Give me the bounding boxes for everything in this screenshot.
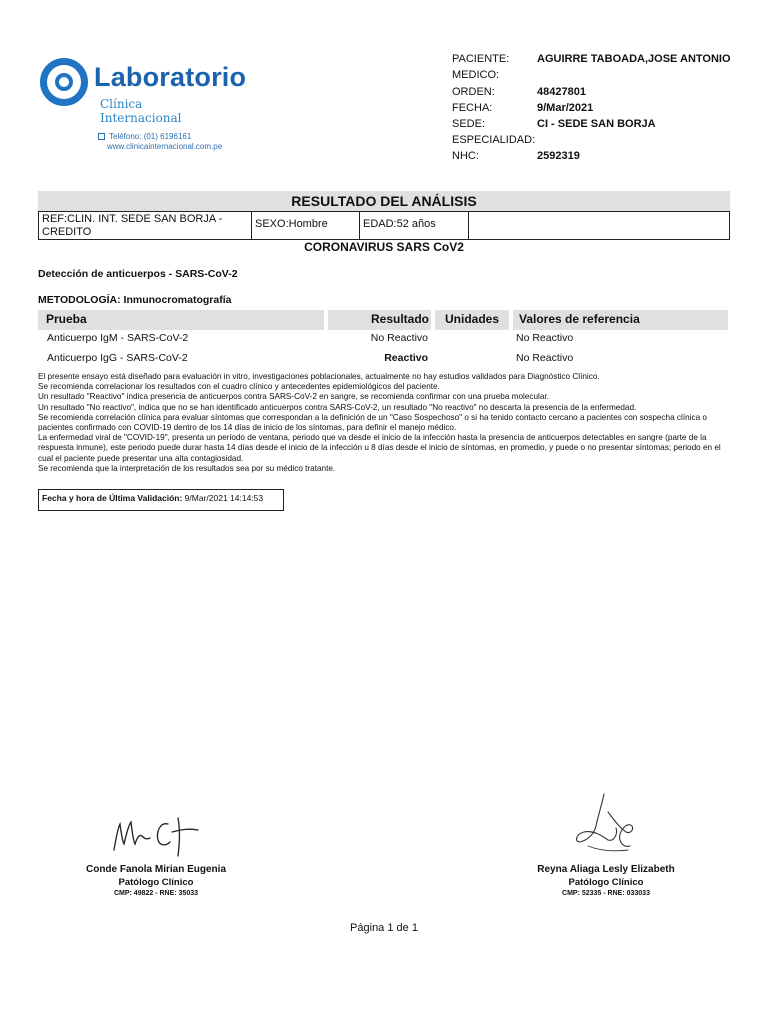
especialidad-label: ESPECIALIDAD: (452, 134, 536, 146)
orden-label: ORDEN: (452, 86, 495, 98)
signature-1-cmp: CMP: 49822 - RNE: 35033 (113, 890, 199, 897)
logo-phone-row (98, 132, 191, 141)
ref-cell: REF:CLIN. INT. SEDE SAN BORJA - CREDITO (39, 212, 252, 239)
note-line: Un resultado "No reactivo", indica que no se han identificado anticuerpos contra SARS-CoV-2, un resultado "No reactivo" no descarta la presencia de la enfermedad. (38, 402, 637, 412)
note-line: Se recomienda correlación clínica para evaluar síntomas que correspondan a la definición de un "Caso Sospechoso" o si ha tenido contacto cercano a pacientes con sospecha clínica o pacientes confirmado con COVID-19 dentro de los 14 días de inicio de los síntomas, para definir el manejo médico. (38, 412, 707, 433)
paciente-value: AGUIRRE TABOADA,JOSE ANTONIO (537, 53, 731, 65)
row-prueba: Anticuerpo IgG - SARS-CoV-2 (47, 352, 188, 364)
note-line: Se recomienda correlacionar los resultados con el cuadro clínico y antecedentes epidemiológicos del paciente. (38, 382, 440, 392)
signature-2-role: Patólogo Clínico (568, 877, 644, 888)
page-number: Página 1 de 1 (350, 922, 418, 934)
row-resultado: No Reactivo (370, 332, 428, 344)
header-unidades: Unidades (435, 310, 509, 330)
validation-label: Fecha y hora de Última Validación: (42, 493, 183, 503)
sede-value: CI - SEDE SAN BORJA (537, 118, 656, 130)
test-group-title: Detección de anticuerpos - SARS-CoV-2 (38, 268, 238, 280)
result-title: RESULTADO DEL ANÁLISIS (38, 191, 730, 211)
row-valores: No Reactivo (516, 332, 574, 344)
table-row (38, 332, 728, 346)
validation-value: 9/Mar/2021 14:14:53 (184, 493, 264, 503)
header-valores: Valores de referencia (513, 310, 728, 330)
table-row (38, 352, 728, 366)
header-resultado: Resultado (328, 310, 431, 330)
patient-ref-row (38, 211, 730, 240)
signature-2-cmp: CMP: 52335 - RNE: 033033 (562, 890, 650, 897)
logo-brand: Laboratorio (94, 62, 247, 92)
fecha-value: 9/Mar/2021 (537, 102, 594, 114)
section-title: CORONAVIRUS SARS CoV2 (304, 240, 464, 254)
fecha-label: FECHA: (452, 102, 493, 114)
header-prueba: Prueba (38, 310, 324, 330)
phone-icon (98, 133, 105, 140)
logo-ring-icon (40, 58, 88, 106)
note-line: Se recomienda que la interpretación de los resultados sea por su médico tratante. (38, 463, 336, 473)
notes (38, 372, 733, 474)
orden-value: 48427801 (537, 86, 586, 98)
row-prueba: Anticuerpo IgM - SARS-CoV-2 (47, 332, 189, 344)
results-table-header (38, 310, 728, 330)
sede-label: SEDE: (452, 118, 486, 130)
signature-1-image (108, 810, 208, 862)
logo-line2: Internacional (100, 111, 182, 125)
row-resultado: Reactivo (384, 352, 428, 364)
row-valores: No Reactivo (516, 352, 574, 364)
empty-cell (469, 212, 729, 239)
note-line: La enfermedad viral de "COVID-19", presenta un periodo de ventana, periodo que va desde el inicio de la infección hasta la presencia de anticuerpos detectables en sangre (parte de la respuesta inmune), este periodo puede durar hasta 14 días desde el inicio de la infección u 8 días desde el inicio de síntomas, en promedio, y puede o no presentar síntomas; periodo en el cual el paciente puede presentar una alta contagiosidad. (38, 433, 721, 463)
sexo-cell: SEXO:Hombre (252, 212, 360, 239)
methodology: METODOLOGÍA: Inmunocromatografía (38, 294, 232, 306)
medico-label: MEDICO: (452, 69, 500, 81)
logo-line1: Clínica (100, 97, 143, 111)
signature-1-name: Conde Fanola Mirian Eugenia (85, 864, 226, 875)
logo-website: www.clinicainternacional.com.pe (107, 142, 223, 151)
nhc-value: 2592319 (537, 150, 580, 162)
note-line: Un resultado "Reactivo" indica presencia de anticuerpos contra SARS-CoV-2 en sangre, se recomienda confirmar con una prueba molecular. (38, 392, 549, 402)
validation-box (38, 489, 284, 511)
signature-2-name: Reyna Aliaga Lesly Elizabeth (537, 864, 675, 875)
note-line: El presente ensayo está diseñado para evaluación in vitro, investigaciones poblacionales, actualmente no hay estudios validados para Diagnóstico Clínico. (38, 372, 600, 381)
edad-cell: EDAD:52 años (360, 212, 469, 239)
nhc-label: NHC: (452, 150, 479, 162)
signature-2-image (568, 790, 648, 860)
logo-phone: Teléfono: (01) 6196161 (109, 132, 192, 141)
clinic-logo (40, 54, 260, 154)
paciente-label: PACIENTE: (452, 53, 510, 65)
signature-1-role: Patólogo Clínico (118, 877, 194, 888)
